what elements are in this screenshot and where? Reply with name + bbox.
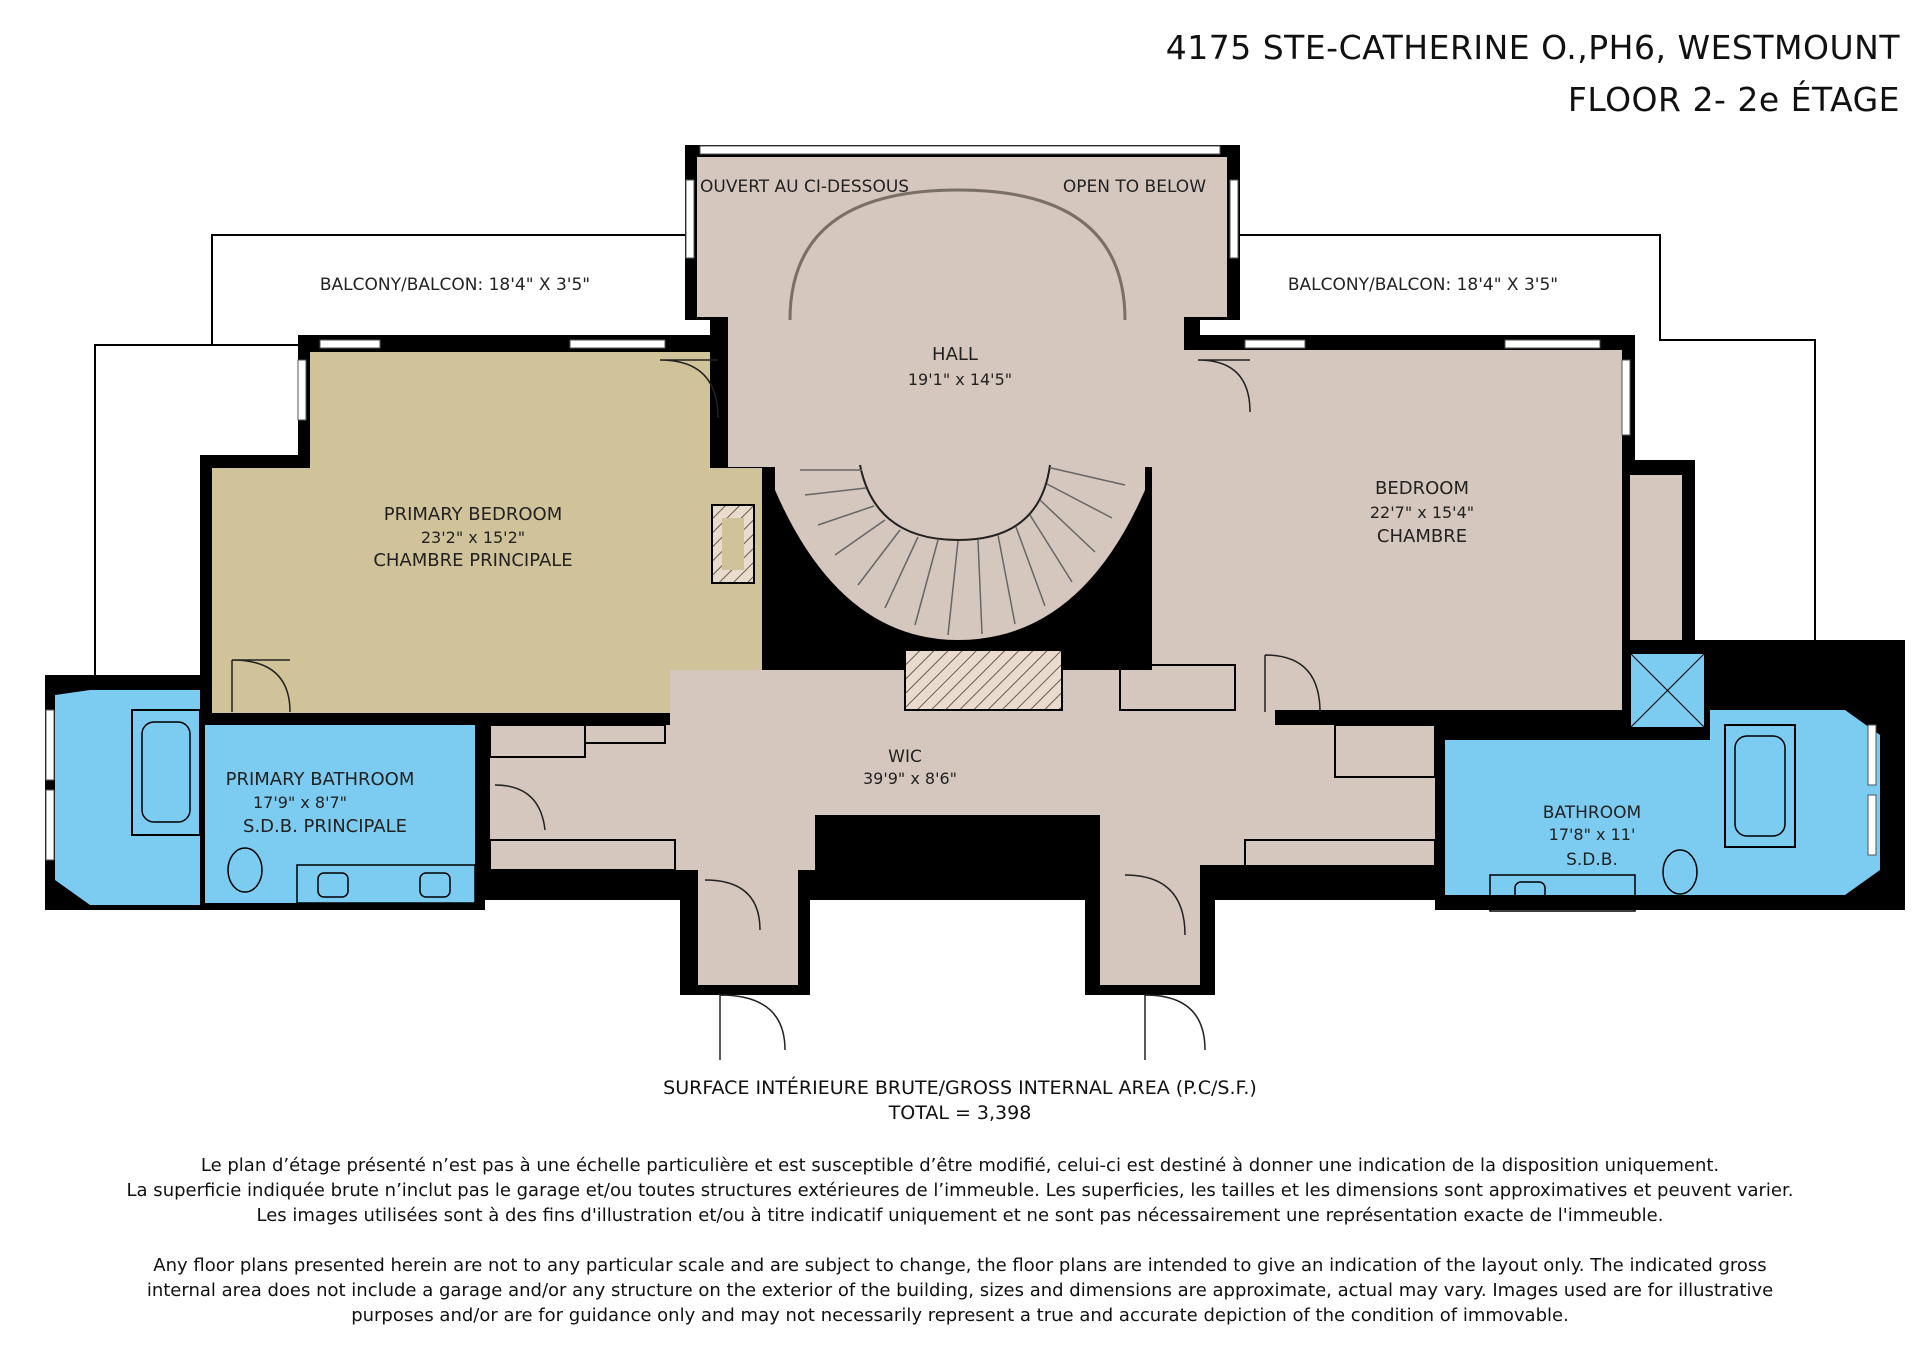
primary-bathroom-name: PRIMARY BATHROOM (225, 769, 415, 790)
bathroom-dims: 17'8" x 11' (1548, 825, 1636, 844)
primary-bedroom-name: PRIMARY BEDROOM (383, 504, 563, 525)
disclaimer-en-line: internal area does not include a garage and/or any structure on the exterior of the building, sizes and dimensions are approximate, actual may vary. Images used are for illustrative (146, 1280, 1774, 1301)
bathtub-left (132, 710, 200, 835)
bathroom-name: BATHROOM (1542, 803, 1642, 823)
disclaimer-fr-line: Les images utilisées sont à des fins d'illustration et/ou à titre indicatif uniquement et ne sont pas nécessairement une représentation exacte de l'immeuble. (256, 1205, 1664, 1226)
wic-name: WIC (888, 747, 922, 767)
disclaimer-en (20, 1253, 1900, 1328)
primary-bathroom-name-fr: S.D.B. PRINCIPALE (243, 816, 407, 837)
balcony-right-label: BALCONY/BALCON: 18'4" X 3'5" (1287, 275, 1559, 295)
area-caption: SURFACE INTÉRIEURE BRUTE/GROSS INTERNAL AREA (P.C/S.F.) (663, 1077, 1257, 1099)
bedroom-name-fr: CHAMBRE (1376, 526, 1468, 547)
bedroom-dims: 22'7" x 15'4" (1369, 503, 1475, 522)
hall-dims: 19'1" x 14'5" (907, 370, 1013, 389)
open-below-fr-label: OUVERT AU CI-DESSOUS (700, 177, 910, 197)
fireplace-niche (722, 518, 744, 570)
primary-bathroom-dims: 17'9" x 8'7" (252, 793, 348, 812)
address-title: 4175 STE-CATHERINE O.,PH6, WESTMOUNT (1165, 28, 1900, 67)
bathtub-right (1725, 725, 1795, 847)
primary-bedroom-dims: 23'2" x 15'2" (420, 528, 526, 547)
disclaimer-fr (20, 1153, 1900, 1228)
open-below-en-label: OPEN TO BELOW (1062, 177, 1206, 197)
balcony-left-label: BALCONY/BALCON: 18'4" X 3'5" (319, 275, 591, 295)
disclaimer-fr-line: Le plan d’étage présenté n’est pas à une échelle particulière et est susceptible d’être modifié, celui-ci est destiné à donner une indication de la disposition uniquement. (200, 1155, 1720, 1176)
stair-hatch (905, 650, 1062, 710)
hall-name: HALL (932, 344, 978, 365)
primary-bedroom-name-fr: CHAMBRE PRINCIPALE (373, 550, 573, 571)
bedroom-name: BEDROOM (1375, 478, 1469, 499)
disclaimer-fr-line: La superficie indiquée brute n’inclut pas le garage et/ou toutes structures extérieures de l’immeuble. Les superficies, les tailles et les dimensions sont approximatives et peuvent varier. (126, 1180, 1794, 1201)
area-total: TOTAL = 3,398 (888, 1102, 1032, 1124)
floor-title: FLOOR 2- 2e ÉTAGE (1567, 80, 1900, 119)
disclaimer-en-line: Any floor plans presented herein are not to any particular scale and are subject to change, the floor plans are intended to give an indication of the layout only. The indicated gross (153, 1255, 1767, 1276)
wic-dims: 39'9" x 8'6" (862, 769, 958, 788)
disclaimer-en-line: purposes and/or are for guidance only and may not necessarily represent a true and accurate depiction of the condition of immovable. (351, 1305, 1569, 1326)
bathroom-name-fr: S.D.B. (1566, 850, 1618, 870)
